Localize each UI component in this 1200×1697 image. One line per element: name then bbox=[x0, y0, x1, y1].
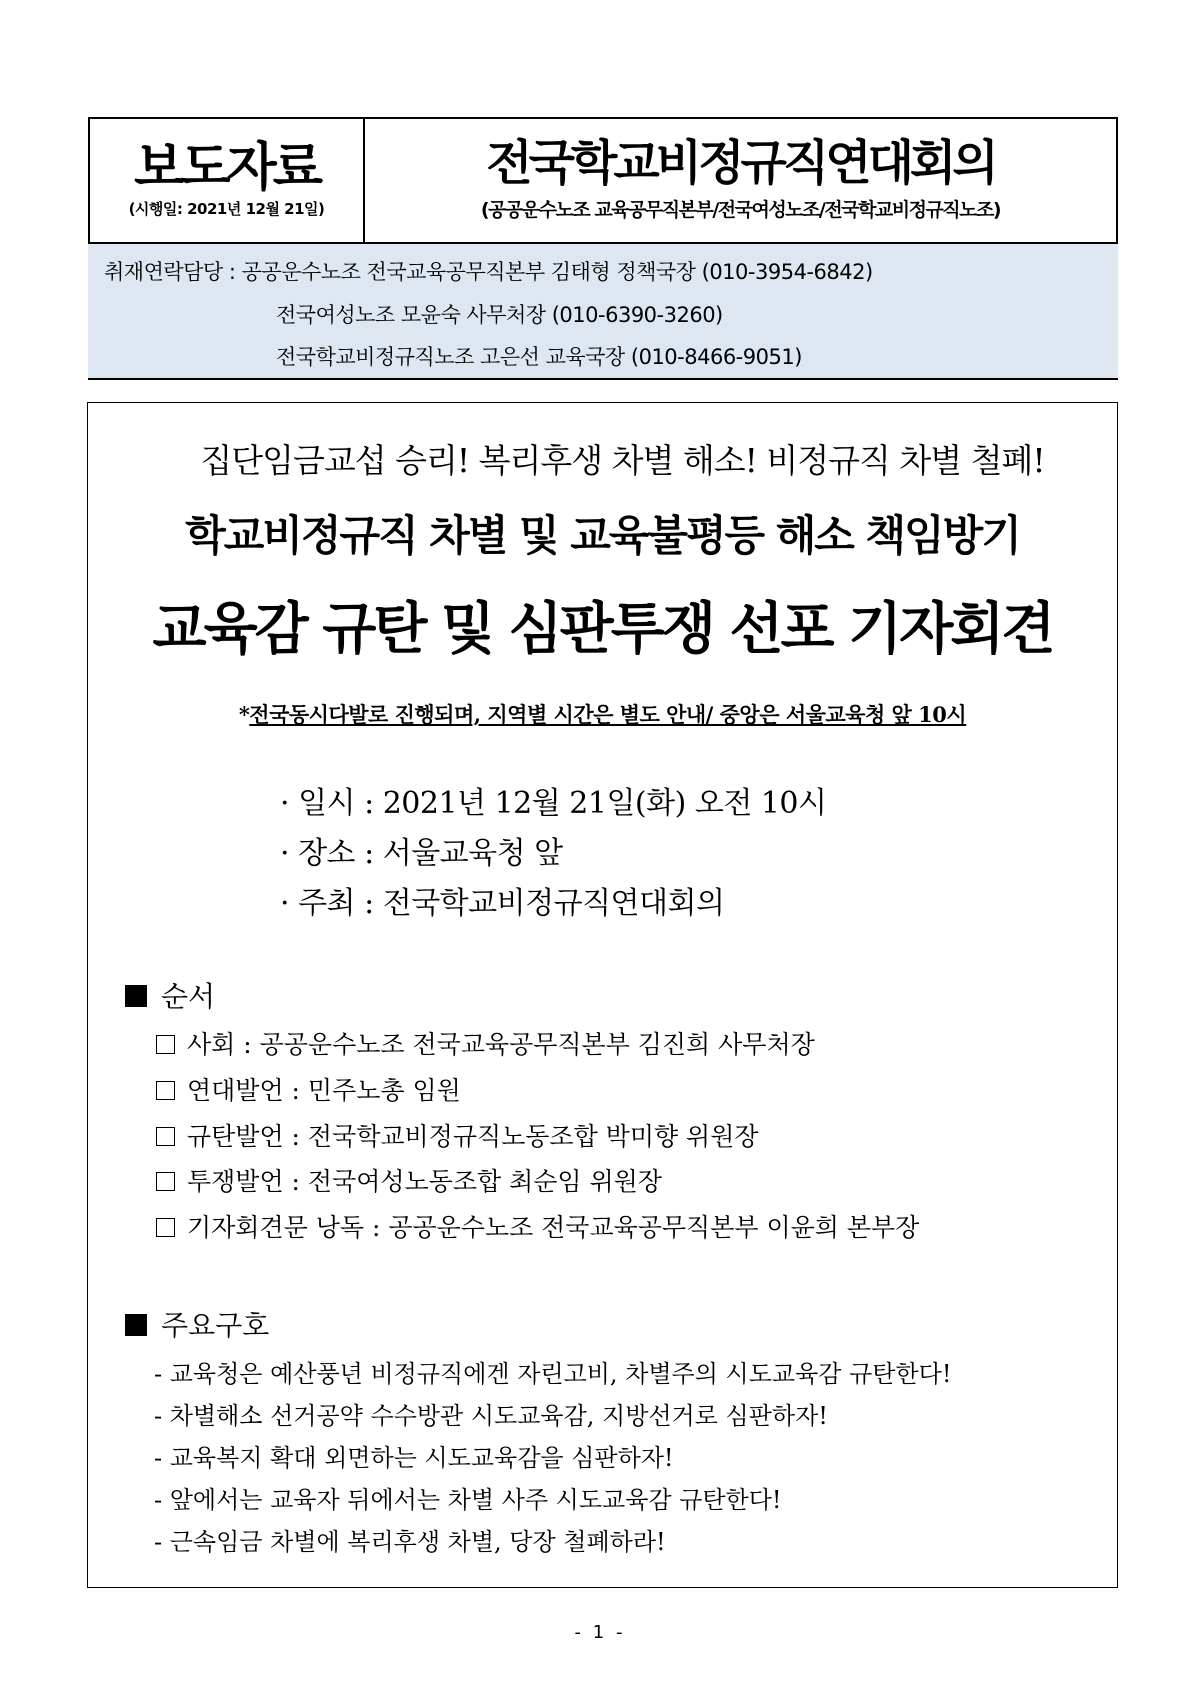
organization-block bbox=[365, 119, 1116, 242]
order-item: 투쟁발언 : 전국여성노동조합 최순임 위원장 bbox=[156, 1162, 662, 1198]
slogan-item: - 앞에서는 교육자 뒤에서는 차별 사주 시도교육감 규탄한다! bbox=[154, 1486, 782, 1514]
slogan-item: - 교육복지 확대 외면하는 시도교육감을 심판하자! bbox=[154, 1444, 674, 1472]
slogans-title-text: 주요구호 bbox=[161, 1309, 270, 1342]
checkbox-icon bbox=[156, 1081, 175, 1100]
order-title-text: 순서 bbox=[161, 980, 216, 1013]
release-date: (시행일: 2021년 12월 21일) bbox=[128, 200, 325, 218]
contact-info bbox=[88, 244, 1118, 380]
order-item: 사회 : 공공운수노조 전국교육공무직본부 김진희 사무처장 bbox=[156, 1025, 815, 1061]
organization-title: 전국학교비정규직연대회의 bbox=[486, 135, 995, 191]
slogan-item: - 교육청은 예산풍년 비정규직에겐 자린고비, 차별주의 시도교육감 규탄한다! bbox=[154, 1360, 952, 1388]
slogan-item: - 차별해소 선거공약 수수방관 시도교육감, 지방선거로 심판하자! bbox=[154, 1402, 828, 1430]
press-release-title: 보도자료 bbox=[134, 138, 319, 198]
order-section-title bbox=[125, 975, 215, 1015]
checkbox-icon bbox=[156, 1172, 175, 1191]
headline-primary: 학교비정규직 차별 및 교육불평등 해소 책임방기 bbox=[185, 511, 1020, 560]
order-item: 기자회견문 낭독 : 공공운수노조 전국교육공무직본부 이윤희 본부장 bbox=[156, 1208, 919, 1244]
event-host: · 주최 : 전국학교비정규직연대회의 bbox=[280, 886, 725, 921]
checkbox-icon bbox=[156, 1218, 175, 1237]
contact-line: 전국학교비정규직노조 고은선 교육국장 (010-8466-9051) bbox=[276, 345, 802, 369]
slogan: 집단임금교섭 승리! 복리후생 차별 해소! 비정규직 차별 철폐! bbox=[200, 441, 1045, 480]
press-release-block bbox=[90, 119, 365, 242]
order-item: 연대발언 : 민주노총 임원 bbox=[156, 1071, 461, 1107]
event-location: · 장소 : 서울교육청 앞 bbox=[280, 836, 563, 871]
black-square-icon bbox=[125, 985, 147, 1007]
checkbox-icon bbox=[156, 1127, 175, 1146]
headline-main: 교육감 규탄 및 심판투쟁 선포 기자회견 bbox=[152, 597, 1053, 662]
main-content bbox=[87, 402, 1118, 1588]
press-header bbox=[88, 117, 1118, 244]
notice-text: 전국동시다발로 진행되며, 지역별 시간은 별도 안내/ 중앙은 서울교육청 앞 10시 bbox=[249, 702, 967, 727]
order-item: 규탄발언 : 전국학교비정규직노동조합 박미향 위원장 bbox=[156, 1117, 759, 1153]
checkbox-icon bbox=[156, 1035, 175, 1054]
contact-line: 취재연락담당 : 공공운수노조 전국교육공무직본부 김태형 정책국장 (010-3954-6842) bbox=[104, 260, 873, 284]
slogan-item: - 근속임금 차별에 복리후생 차별, 당장 철폐하라! bbox=[154, 1528, 666, 1556]
notice bbox=[88, 699, 1117, 729]
notice-prefix: * bbox=[238, 702, 250, 727]
organization-members: (공공운수노조 교육공무직본부/전국여성노조/전국학교비정규직노조) bbox=[480, 199, 1001, 221]
black-square-icon bbox=[125, 1314, 147, 1336]
slogans-section-title bbox=[125, 1304, 269, 1344]
page-number: - 1 - bbox=[574, 1622, 626, 1643]
event-datetime: · 일시 : 2021년 12월 21일(화) 오전 10시 bbox=[280, 786, 827, 821]
contact-line: 전국여성노조 모윤숙 사무처장 (010-6390-3260) bbox=[276, 303, 723, 327]
